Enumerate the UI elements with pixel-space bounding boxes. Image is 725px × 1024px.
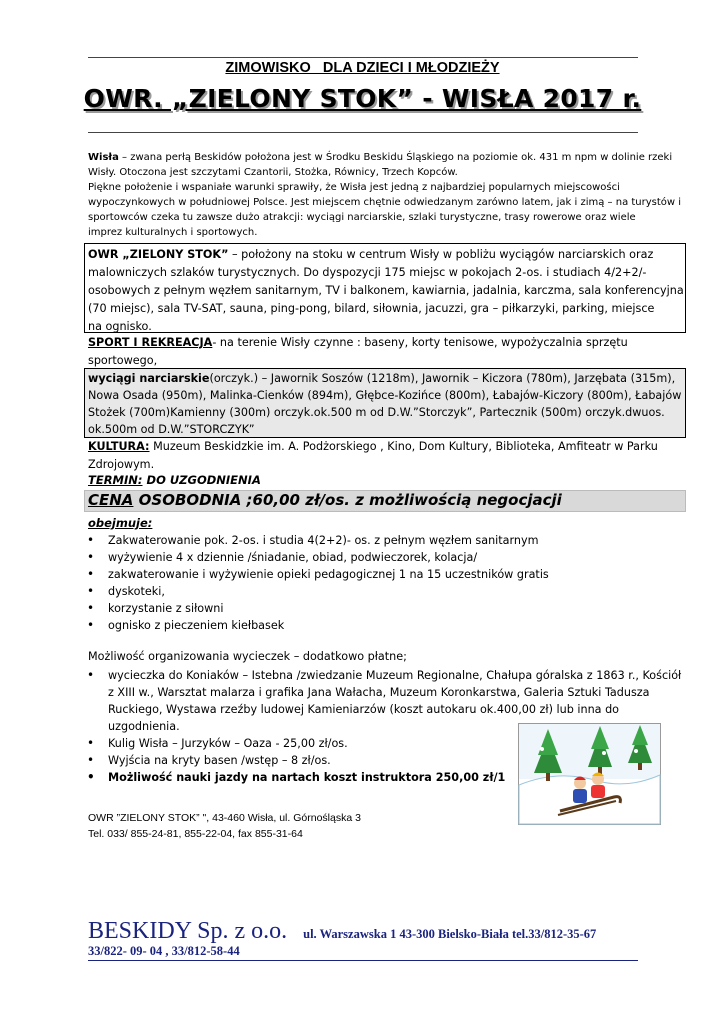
header-bottom-rule <box>88 132 638 133</box>
list-item: • ognisko z pieczeniem kiełbasek <box>84 617 684 634</box>
price-value: OSOBODNIA ;60,00 zł/os. z możliwością negocjacji <box>133 491 562 509</box>
list-item: • zakwaterowanie i wyżywienie opieki pedagogicznej 1 na 15 uczestników gratis <box>84 566 684 583</box>
subtitle: ZIMOWISKO DLA DZIECI I MŁODZIEŻY <box>225 60 500 76</box>
list-item: • wycieczka do Koniaków – Istebna /zwiedzanie Muzeum Regionalne, Chałupa góralska z 1863 r., Kościół z XIII w., Warsztat malarza i grafika Jana Wałacha, Muzeum Koronkarstwa, Galeria Sztuki Tadusza Ruckiego, Wystawa rzeźby ludowej Kamieniarzów (koszt autokaru ok.400,00 zł) lub inna do uzgodnienia. <box>84 667 694 735</box>
list-item: • Możliwość nauki jazdy na nartach koszt instruktora 250,00 zł/1 <box>84 769 694 786</box>
price-line <box>88 491 562 509</box>
intro-paragraph <box>88 150 688 240</box>
intro-line: Piękne położenie i wspaniałe warunki sprawiły, że Wisła jest jedną z najbardziej popularnych miejscowości <box>88 182 620 193</box>
company-block <box>88 918 596 945</box>
includes-label: obejmuje: <box>88 516 153 530</box>
company-name: BESKIDY Sp. z o.o. <box>88 918 288 944</box>
sport-label: SPORT I REKREACJA <box>88 336 213 349</box>
contact-address: OWR ”ZIELONY STOK” ", 43-460 Wisła, ul. Górnośląska 3 <box>88 812 361 824</box>
intro-line: wypoczynkowych w południowej Polsce. Jest miejscem chętnie odwiedzanym zarówno latem, jak i zimą – na turystów i <box>88 197 682 208</box>
term-value: DO UZGODNIENIA <box>142 473 261 487</box>
owr-description: OWR „ZIELONY STOK” – położony na stoku w centrum Wisły w pobliżu wyciągów narciarskich oraz malowniczych szlaków turystycznych. Do dyspozycji 175 miejsc w pokojach 2-os. i studiach 4/2+2/- osobowych z pełnym węzłem sanitarnym, TV i balkonem, kawiarnia, jadalnia, karczma, sala konferencyjna (70 miejsc), sala TV-SAT, sauna, ping-pong, bilard, siłownia, jacuzzi, gra – piłkarzyki, parking, miejsce na ognisko. <box>88 248 684 333</box>
list-item: • Zakwaterowanie pok. 2-os. i studia 4(2+2)- os. z pełnym węzłem sanitarnym <box>84 532 684 549</box>
intro-line: imprez kulturalnych i sportowych. <box>88 227 258 238</box>
page-title: OWR. „ZIELONY STOK” - WISŁA 2017 r. <box>83 84 642 113</box>
culture-label: KULTURA: <box>88 440 150 453</box>
contact-phones: Tel. 033/ 855-24-81, 855-22-04, fax 855-31-64 <box>88 828 303 840</box>
footer-rule <box>88 960 638 961</box>
lifts-section: wyciągi narciarskie(orczyk.) – Jawornik Soszów (1218m), Jawornik – Kiczora (780m), Jarzębata (315m), Nowa Osada (950m), Malinka-Cienków (894m), Głębce-Kozińce (800m), Łabajów-Kiczory (800m), Łabajów Stożek (700m)Kamienny (300m) orczyk.ok.500 m od D.W.”Storczyk”, Partecznik (500m) orczyk.dwuos. ok.500m od D.W.”STORCZYK” <box>88 372 682 436</box>
intro-line: sportowców czeka tu zawsze dużo atrakcji: wyciągi narciarskie, szlaki turystyczne, trasy rowerowe oraz wiele <box>88 212 636 223</box>
price-label: CENA <box>88 491 134 509</box>
intro-line: Wisła – zwana perłą Beskidów położona jest w Środku Beskidu Śląskiego na poziomie ok. 431 m npm w dolinie rzeki <box>88 152 673 163</box>
list-item: • wyżywienie 4 x dziennie /śniadanie, obiad, podwieczorek, kolacja/ <box>84 549 684 566</box>
list-item: • Wyjścia na kryty basen /wstęp – 8 zł/os. <box>84 752 694 769</box>
list-item: • korzystanie z siłowni <box>84 600 684 617</box>
intro-line: Wisły. Otoczona jest szczytami Czantorii, Stożka, Równicy, Trzech Kopców. <box>88 167 458 178</box>
company-address: ul. Warszawska 1 43-300 Bielsko-Biała tel.33/812-35-67 <box>303 927 597 941</box>
sledding-icon <box>518 723 661 825</box>
lifts-label: wyciągi narciarskie <box>88 372 210 385</box>
list-item: • Kulig Wisła – Jurzyków – Oaza - 25,00 zł/os. <box>84 735 694 752</box>
includes-list <box>84 532 684 634</box>
contact-block <box>88 810 361 842</box>
sledding-illustration <box>518 723 661 825</box>
list-item: • dyskoteki, <box>84 583 684 600</box>
term-label: TERMIN: <box>88 473 143 487</box>
header-top-rule <box>88 57 638 58</box>
sport-section: SPORT I REKREACJA- na terenie Wisły czynne : baseny, korty tenisowe, wypożyczalnia sprzętu sportowego, <box>88 336 628 367</box>
owr-name: OWR „ZIELONY STOK” <box>88 248 229 261</box>
extras-intro: Możliwość organizowania wycieczek – dodatkowo płatne; <box>88 650 407 663</box>
culture-section: KULTURA: Muzeum Beskidzkie im. A. Podżorskiego , Kino, Dom Kultury, Biblioteka, Amfiteatr w Parku Zdrojowym. <box>88 440 658 471</box>
company-phones: 33/822- 09- 04 , 33/812-58-44 <box>88 944 240 958</box>
term-line <box>88 473 261 487</box>
